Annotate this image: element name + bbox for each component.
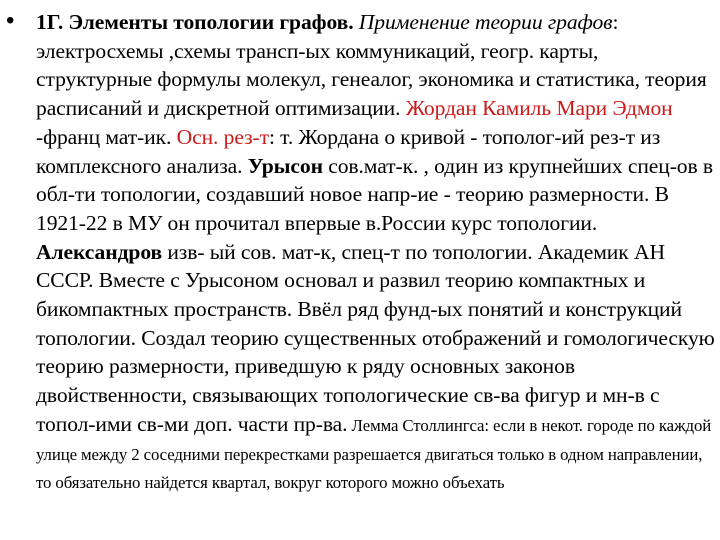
stallings-lemma: Лемма Столлингса: если в некот. городе по каждой улице между 2 соседними перекрестками разрешается двигаться только в одном направлении, то обязательно найдется квартал, вокруг которого можно объехать <box>36 415 712 493</box>
bullet-point: • <box>6 7 15 34</box>
alexandrov-desc: - ый сов. мат-к, спец-т по топологии. Академик АН СССР. Вместе с Урысоном основал и развил теорию компактных и бикомпактных пространств. Ввёл ряд фунд-ых понятий и конструкций топологии. Создал теорию существенных отображений и гомологическую теорию размерности, приведшую к ряду основных законов двойственности, связывающих топологические св-ва фигур и мн-в с топол-ими св-ми доп. части пр-ва. <box>36 239 715 436</box>
heading-colon: : <box>612 10 619 34</box>
jordan-result: : т. Жордана о кривой - тополог-ий рез-т из комплексного анализа. <box>36 124 661 178</box>
uryson-name: Урысон <box>247 153 329 178</box>
alexandrov-name: Александров <box>36 239 168 264</box>
jordan-name: Жордан Камиль Мари Эдмон <box>405 96 673 121</box>
applications-text: электросхемы ,схемы трансп-ых коммуникаций, геогр. карты, структурные формулы молекул, генеалог, экономика и статистика, теория расписаний и дискретной оптимизации. <box>36 38 707 121</box>
uryson-desc: сов.мат-к. , один из крупнейших спец-ов в обл-ти топологии, создавший новое напр-ие - теорию размерности. В 1921-22 в МУ он прочитал впервые в.России курс топологии. <box>36 153 713 235</box>
heading: 1Г. Элементы топологии графов. <box>36 10 354 34</box>
heading-italic: Применение теории графов <box>353 10 613 34</box>
alexandrov-iz: изв <box>167 239 198 264</box>
slide-text <box>36 8 718 496</box>
jordan-desc: -франц мат-ик. <box>36 124 177 149</box>
jordan-result-label: Осн. рез-т <box>176 124 269 149</box>
